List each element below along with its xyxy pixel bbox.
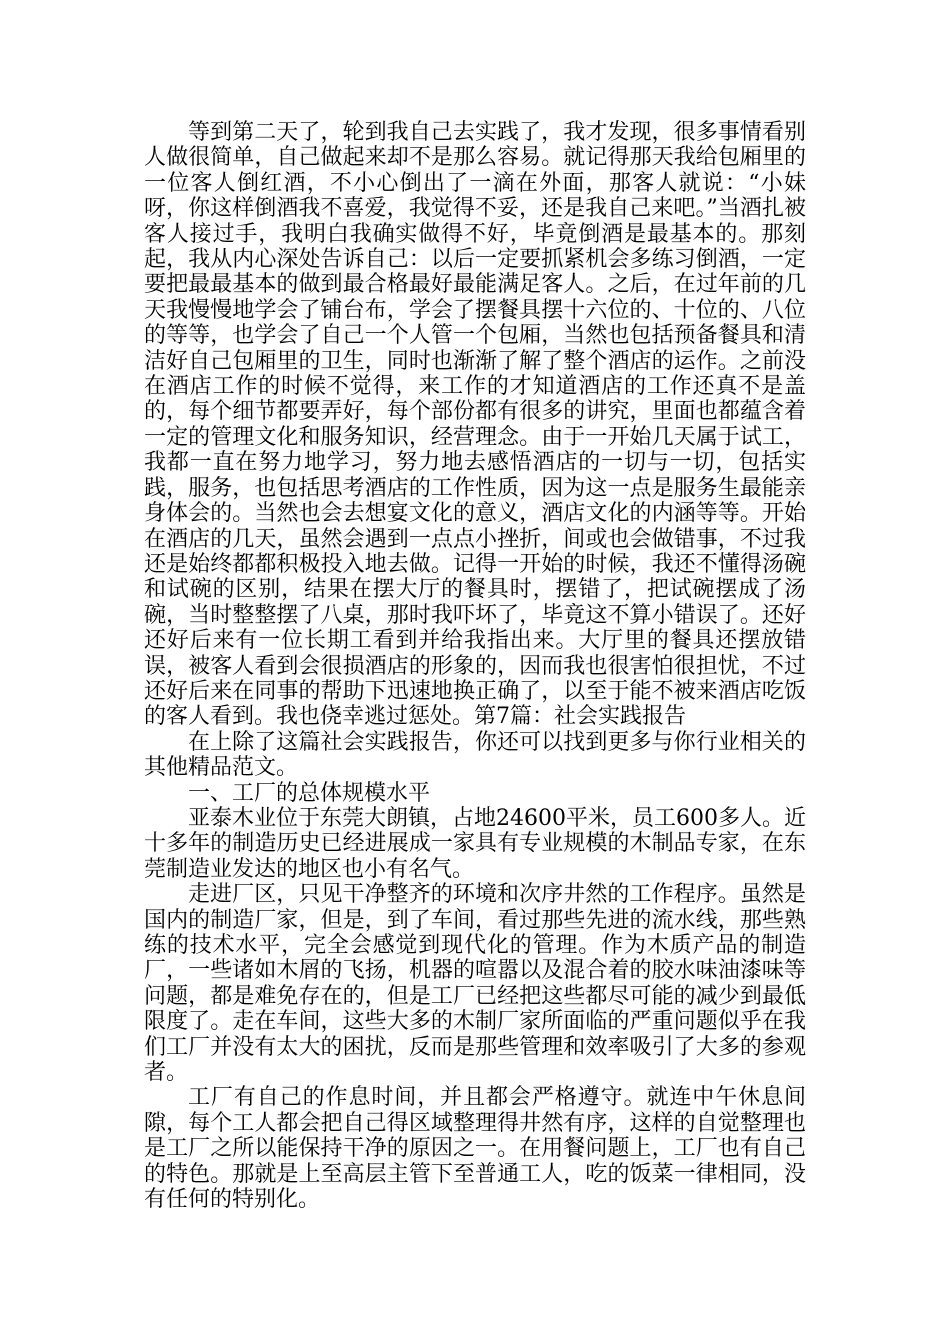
paragraph-factory-environment: 走进厂区，只见干净整齐的环境和次序井然的工作程序。虽然是国内的制造厂家，但是，到了车间，看过那些先进的流水线，那些熟练的技术水平，完全会感觉到现代化的管理。作为木质产品的制造厂，一些诸如木屑的飞扬，机器的喧嚣以及混合着的胶水味油漆味等问题，都是难免存在的，但是工厂已经把这些都尽可能的减少到最低限度了。走在车间，这些大多的木制厂家所面临的严重问题似乎在我们工厂并没有太大的困扰，反而是那些管理和效率吸引了大多的参观者。: [144, 882, 806, 1086]
paragraph-factory-overview: 亚泰木业位于东莞大朗镇，占地24600平米，员工600多人。近十多年的制造历史已经进展成一家具有专业规模的木制品专家，在东莞制造业发达的地区也小有名气。: [144, 805, 806, 882]
section-heading-factory-scale: 一、工厂的总体规模水平: [188, 780, 431, 806]
document-page: [144, 120, 806, 1212]
paragraph-factory-schedule: 工厂有自己的作息时间，并且都会严格遵守。就连中午休息间隙，每个工人都会把自己得区域整理得井然有序，这样的自觉整理也是工厂之所以能保持干净的原因之一。在用餐问题上，工厂也有自己的特色。那就是上至高层主管下至普通工人，吃的饭菜一律相同，没有任何的特别化。: [144, 1085, 806, 1213]
paragraph-restaurant-practice: 等到第二天了，轮到我自己去实践了，我才发现，很多事情看别人做很简单，自己做起来却不是那么容易。就记得那天我给包厢里的一位客人倒红酒，不小心倒出了一滴在外面，那客人就说：“小妹呀，你这样倒酒我不喜爱，我觉得不妥，还是我自己来吧。”当酒扎被客人接过手，我明白我确实做得不好，毕竟倒酒是最基本的。那刻起，我从内心深处告诉自己：以后一定要抓紧机会多练习倒酒，一定要把最最基本的做到最合格最好最能满足客人。之后，在过年前的几天我慢慢地学会了铺台布，学会了摆餐具摆十六位的、十位的、八位的等等，也学会了自己一个人管一个包厢，当然也包括预备餐具和清洁好自己包厢里的卫生，同时也渐渐了解了整个酒店的运作。之前没在酒店工作的时候不觉得，来工作的才知道酒店的工作还真不是盖的，每个细节都要弄好，每个部份都有很多的讲究，里面也都蕴含着一定的管理文化和服务知识，经营理念。由于一开始几天属于试工，我都一直在努力地学习，努力地去感悟酒店的一切与一切，包括实践，服务，也包括思考酒店的工作性质，因为这一点是服务生最能亲身体会的。当然也会去想宴文化的意义，酒店文化的内涵等等。开始在酒店的几天，虽然会遇到一点点小挫折，间或也会做错事，不过我还是始终都都积极投入地去做。记得一开始的时候，我还不懂得汤碗和试碗的区别，结果在摆大厅的餐具时，摆错了，把试碗摆成了汤碗，当时整整摆了八桌，那时我吓坏了，毕竟这不算小错误了。还好还好后来有一位长期工看到并给我指出来。大厅里的餐具还摆放错误，被客人看到会很损酒店的形象的，因而我也很害怕很担忧，不过还好后来在同事的帮助下迅速地换正确了，以至于能不被来酒店吃饭的客人看到。我也侥幸逃过惩处。第7篇：社会实践报告: [144, 120, 806, 730]
paragraph-intro-note: 在上除了这篇社会实践报告，你还可以找到更多与你行业相关的其他精品范文。: [144, 729, 806, 781]
